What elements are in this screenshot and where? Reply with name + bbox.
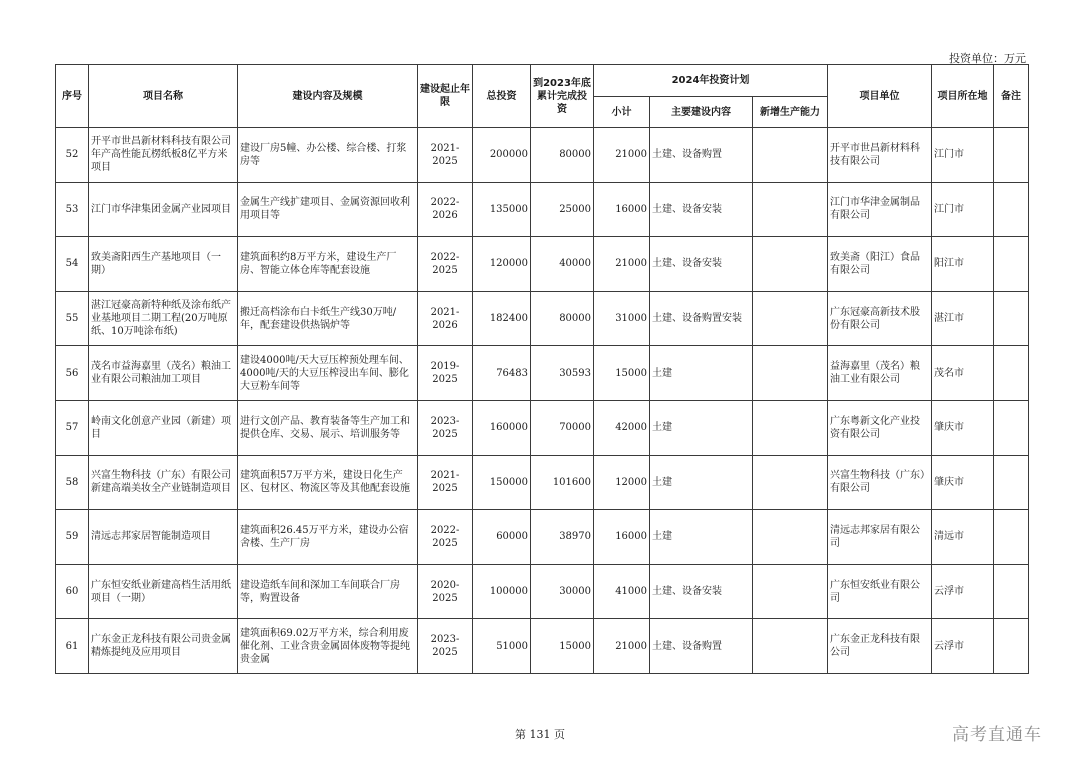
cell-cumulative-investment: 38970 xyxy=(531,510,594,565)
cell-seq: 52 xyxy=(56,128,89,183)
cell-project-name: 茂名市益海嘉里（茂名）粮油工业有限公司粮油加工项目 xyxy=(89,346,238,401)
cell-construction-years: 2022-2026 xyxy=(418,182,473,237)
cell-new-capacity xyxy=(753,291,828,346)
cell-project-name: 广东金正龙科技有限公司贵金属精炼提纯及应用项目 xyxy=(89,619,238,674)
cell-main-content: 土建、设备购置 xyxy=(650,619,753,674)
cell-new-capacity xyxy=(753,619,828,674)
cell-project-unit: 致美斋（阳江）食品有限公司 xyxy=(828,237,932,292)
cell-seq: 53 xyxy=(56,182,89,237)
cell-main-content: 土建、设备购置安装 xyxy=(650,291,753,346)
cell-seq: 58 xyxy=(56,455,89,510)
header-subtotal: 小计 xyxy=(594,97,650,128)
cell-location: 江门市 xyxy=(932,182,994,237)
cell-project-unit: 广东粤新文化产业投资有限公司 xyxy=(828,400,932,455)
cell-main-content: 土建、设备安装 xyxy=(650,237,753,292)
cell-project-unit: 广东恒安纸业有限公司 xyxy=(828,564,932,619)
cell-remarks xyxy=(994,564,1029,619)
cell-construction-content: 建设厂房5幢、办公楼、综合楼、打浆房等 xyxy=(238,128,418,183)
cell-seq: 60 xyxy=(56,564,89,619)
cell-subtotal: 21000 xyxy=(594,619,650,674)
cell-total-investment: 200000 xyxy=(473,128,531,183)
cell-cumulative-investment: 70000 xyxy=(531,400,594,455)
cell-cumulative-investment: 30593 xyxy=(531,346,594,401)
cell-main-content: 土建、设备购置 xyxy=(650,128,753,183)
cell-project-unit: 江门市华津金属制品有限公司 xyxy=(828,182,932,237)
cell-location: 阳江市 xyxy=(932,237,994,292)
cell-seq: 56 xyxy=(56,346,89,401)
cell-construction-content: 进行文创产品、教育装备等生产加工和提供仓库、交易、展示、培训服务等 xyxy=(238,400,418,455)
header-main-content: 主要建设内容 xyxy=(650,97,753,128)
cell-total-investment: 182400 xyxy=(473,291,531,346)
cell-remarks xyxy=(994,182,1029,237)
cell-seq: 57 xyxy=(56,400,89,455)
cell-subtotal: 12000 xyxy=(594,455,650,510)
table-row xyxy=(56,400,1029,455)
cell-new-capacity xyxy=(753,182,828,237)
cell-cumulative-investment: 101600 xyxy=(531,455,594,510)
cell-project-unit: 益海嘉里（茂名）粮油工业有限公司 xyxy=(828,346,932,401)
cell-project-unit: 广东金正龙科技有限公司 xyxy=(828,619,932,674)
cell-construction-content: 建筑面积26.45万平方米，建设办公宿舍楼、生产厂房 xyxy=(238,510,418,565)
cell-project-name: 开平市世昌新材料科技有限公司年产高性能瓦楞纸板8亿平方米项目 xyxy=(89,128,238,183)
cell-location: 江门市 xyxy=(932,128,994,183)
cell-project-name: 江门市华津集团金属产业园项目 xyxy=(89,182,238,237)
cell-cumulative-investment: 80000 xyxy=(531,291,594,346)
cell-cumulative-investment: 15000 xyxy=(531,619,594,674)
cell-main-content: 土建 xyxy=(650,400,753,455)
cell-total-investment: 135000 xyxy=(473,182,531,237)
cell-remarks xyxy=(994,346,1029,401)
cell-subtotal: 31000 xyxy=(594,291,650,346)
cell-remarks xyxy=(994,455,1029,510)
header-project-name: 项目名称 xyxy=(89,65,238,128)
cell-location: 茂名市 xyxy=(932,346,994,401)
cell-remarks xyxy=(994,510,1029,565)
cell-seq: 55 xyxy=(56,291,89,346)
table-row xyxy=(56,510,1029,565)
cell-project-unit: 开平市世昌新材料科技有限公司 xyxy=(828,128,932,183)
table-row xyxy=(56,182,1029,237)
cell-construction-years: 2022-2025 xyxy=(418,237,473,292)
cell-project-name: 致美斋阳西生产基地项目（一期） xyxy=(89,237,238,292)
cell-remarks xyxy=(994,128,1029,183)
cell-construction-years: 2019-2025 xyxy=(418,346,473,401)
table-row xyxy=(56,128,1029,183)
cell-project-unit: 清远志邦家居有限公司 xyxy=(828,510,932,565)
cell-construction-years: 2021-2025 xyxy=(418,128,473,183)
header-new-capacity: 新增生产能力 xyxy=(753,97,828,128)
cell-main-content: 土建、设备安装 xyxy=(650,564,753,619)
cell-project-name: 湛江冠豪高新特种纸及涂布纸产业基地项目二期工程(20万吨原纸、10万吨涂布纸) xyxy=(89,291,238,346)
header-construction-years: 建设起止年限 xyxy=(418,65,473,128)
table-row xyxy=(56,346,1029,401)
header-project-unit: 项目单位 xyxy=(828,65,932,128)
cell-new-capacity xyxy=(753,128,828,183)
cell-construction-content: 建筑面积69.02万平方米，综合利用废催化剂、工业含贵金属固体废物等提纯贵金属 xyxy=(238,619,418,674)
cell-location: 云浮市 xyxy=(932,619,994,674)
cell-subtotal: 41000 xyxy=(594,564,650,619)
cell-new-capacity xyxy=(753,510,828,565)
cell-construction-years: 2020-2025 xyxy=(418,564,473,619)
watermark-text: 高考直通车 xyxy=(952,725,1042,745)
cell-remarks xyxy=(994,619,1029,674)
header-construction-content: 建设内容及规模 xyxy=(238,65,418,128)
cell-construction-content: 建设4000吨/天大豆压榨预处理车间、4000吨/天的大豆压榨浸出车间、膨化大豆粉车间等 xyxy=(238,346,418,401)
page-number: 第 131 页 xyxy=(515,728,565,741)
header-seq: 序号 xyxy=(56,65,89,128)
cell-main-content: 土建、设备安装 xyxy=(650,182,753,237)
table-body xyxy=(56,128,1029,674)
cell-cumulative-investment: 80000 xyxy=(531,128,594,183)
cell-cumulative-investment: 40000 xyxy=(531,237,594,292)
cell-construction-content: 建筑面积57万平方米，建设日化生产区、包材区、物流区等及其他配套设施 xyxy=(238,455,418,510)
cell-location: 清远市 xyxy=(932,510,994,565)
cell-cumulative-investment: 30000 xyxy=(531,564,594,619)
cell-total-investment: 150000 xyxy=(473,455,531,510)
cell-main-content: 土建 xyxy=(650,346,753,401)
cell-location: 云浮市 xyxy=(932,564,994,619)
table-header xyxy=(56,65,1029,128)
cell-construction-years: 2023-2025 xyxy=(418,400,473,455)
cell-construction-years: 2022-2025 xyxy=(418,510,473,565)
cell-construction-content: 搬迁高档涂布白卡纸生产线30万吨/年，配套建设供热锅炉等 xyxy=(238,291,418,346)
cell-construction-content: 建设造纸车间和深加工车间联合厂房等，购置设备 xyxy=(238,564,418,619)
header-cumulative-investment: 到2023年底累计完成投资 xyxy=(531,65,594,128)
cell-total-investment: 51000 xyxy=(473,619,531,674)
table-row xyxy=(56,619,1029,674)
cell-seq: 54 xyxy=(56,237,89,292)
cell-location: 湛江市 xyxy=(932,291,994,346)
cell-project-name: 岭南文化创意产业园（新建）项目 xyxy=(89,400,238,455)
cell-seq: 61 xyxy=(56,619,89,674)
table-row xyxy=(56,291,1029,346)
cell-remarks xyxy=(994,400,1029,455)
cell-construction-years: 2023-2025 xyxy=(418,619,473,674)
cell-subtotal: 16000 xyxy=(594,182,650,237)
cell-total-investment: 76483 xyxy=(473,346,531,401)
cell-subtotal: 21000 xyxy=(594,128,650,183)
cell-construction-years: 2021-2025 xyxy=(418,455,473,510)
cell-subtotal: 21000 xyxy=(594,237,650,292)
cell-subtotal: 16000 xyxy=(594,510,650,565)
investment-plan-table xyxy=(55,64,1029,674)
cell-new-capacity xyxy=(753,237,828,292)
cell-project-name: 清远志邦家居智能制造项目 xyxy=(89,510,238,565)
cell-new-capacity xyxy=(753,564,828,619)
cell-total-investment: 160000 xyxy=(473,400,531,455)
cell-remarks xyxy=(994,237,1029,292)
cell-cumulative-investment: 25000 xyxy=(531,182,594,237)
header-remarks: 备注 xyxy=(994,65,1029,128)
cell-new-capacity xyxy=(753,400,828,455)
table-row xyxy=(56,237,1029,292)
cell-project-unit: 兴富生物科技（广东）有限公司 xyxy=(828,455,932,510)
cell-seq: 59 xyxy=(56,510,89,565)
table-row xyxy=(56,564,1029,619)
table-row xyxy=(56,455,1029,510)
cell-project-unit: 广东冠豪高新技术股份有限公司 xyxy=(828,291,932,346)
cell-project-name: 兴富生物科技（广东）有限公司新建高端美妆全产业链制造项目 xyxy=(89,455,238,510)
investment-unit-note: 投资单位：万元 xyxy=(949,52,1026,65)
cell-construction-content: 金属生产线扩建项目、金属资源回收利用项目等 xyxy=(238,182,418,237)
header-total-investment: 总投资 xyxy=(473,65,531,128)
cell-remarks xyxy=(994,291,1029,346)
cell-construction-years: 2021-2026 xyxy=(418,291,473,346)
cell-subtotal: 15000 xyxy=(594,346,650,401)
cell-total-investment: 100000 xyxy=(473,564,531,619)
cell-main-content: 土建 xyxy=(650,455,753,510)
cell-project-name: 广东恒安纸业新建高档生活用纸项目（一期） xyxy=(89,564,238,619)
cell-subtotal: 42000 xyxy=(594,400,650,455)
header-location: 项目所在地 xyxy=(932,65,994,128)
cell-location: 肇庆市 xyxy=(932,400,994,455)
cell-new-capacity xyxy=(753,346,828,401)
cell-total-investment: 120000 xyxy=(473,237,531,292)
cell-construction-content: 建筑面积约8万平方米，建设生产厂房、智能立体仓库等配套设施 xyxy=(238,237,418,292)
cell-main-content: 土建 xyxy=(650,510,753,565)
header-2024-plan: 2024年投资计划 xyxy=(594,65,828,97)
cell-total-investment: 60000 xyxy=(473,510,531,565)
cell-new-capacity xyxy=(753,455,828,510)
cell-location: 肇庆市 xyxy=(932,455,994,510)
